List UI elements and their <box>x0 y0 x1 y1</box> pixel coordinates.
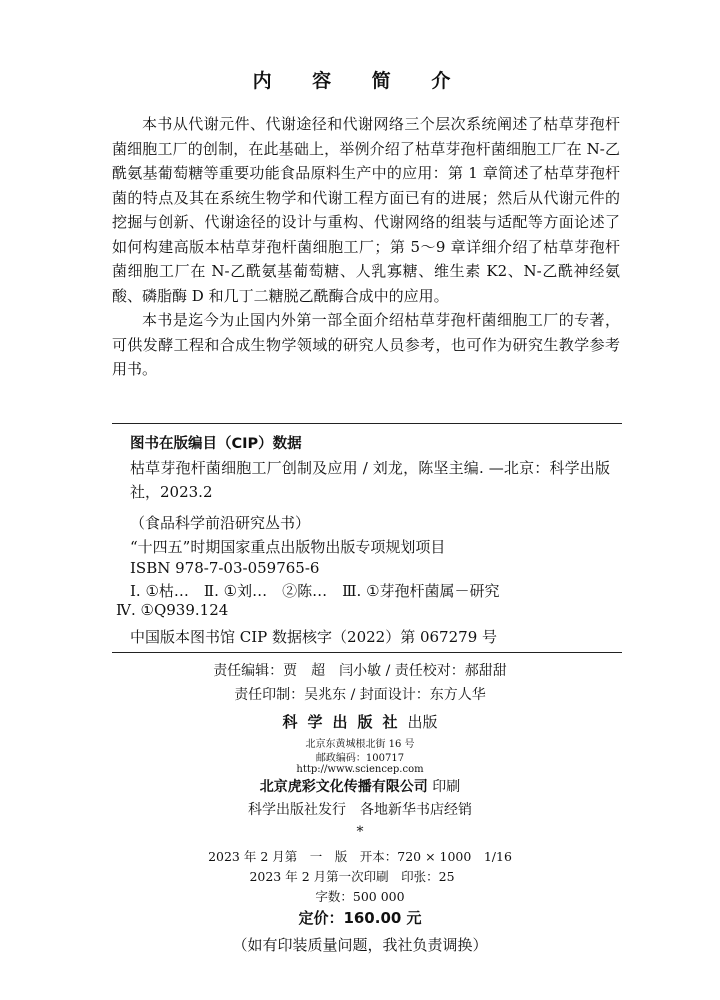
editors-line: 责任编辑：贾 超 闫小敏 / 责任校对：郝甜甜 <box>213 663 507 679</box>
publisher-logo: 科学出版社 <box>282 713 408 731</box>
cip-isbn: ISBN 978-7-03-059765-6 <box>130 559 320 577</box>
cip-project: “十四五”时期国家重点出版物出版专项规划项目 <box>130 538 446 556</box>
printer-name: 北京虎彩文化传播有限公司 <box>259 779 428 795</box>
publisher-address: 北京东黄城根北街 16 号 <box>305 739 415 750</box>
cip-bottom-divider <box>112 652 622 653</box>
printer-line <box>0 776 720 796</box>
publisher-suffix: 出版 <box>407 713 438 731</box>
printing-line: 2023 年 2 月第一次印刷 印张：25 <box>249 869 455 884</box>
cip-record: 枯草芽孢杆菌细胞工厂创制及应用 / 刘龙，陈坚主编. —北京：科学出版社，2023.2 <box>130 459 610 501</box>
publisher-website: http://www.sciencep.com <box>296 764 424 775</box>
summary-paragraph-2: 本书是迄今为止国内外第一部全面介绍枯草芽孢杆菌细胞工厂的专著，可供发酵工程和合成生物学领域的研究人员参考，也可作为研究生教学参考用书。 <box>112 311 620 378</box>
publisher-postcode: 邮政编码：100717 <box>315 753 405 764</box>
cip-classification-2: Ⅳ. ①Q939.124 <box>116 601 229 619</box>
printer-suffix: 印刷 <box>432 779 461 795</box>
word-count-line: 字数：500 000 <box>315 889 405 904</box>
cip-top-divider <box>112 423 622 424</box>
cip-classification-1: Ⅰ. ①枯… Ⅱ. ①刘… ②陈… Ⅲ. ①芽孢杆菌属－研究 <box>130 582 500 600</box>
cip-number: 中国版本图书馆 CIP 数据核字（2022）第 067279 号 <box>130 628 498 646</box>
distribution-line: 科学出版社发行 各地新华书店经销 <box>248 802 472 818</box>
edition-line: 2023 年 2 月第 一 版 开本：720 × 1000 1/16 <box>208 849 512 864</box>
cip-series: （食品科学前沿研究丛书） <box>130 514 311 532</box>
price-line: 定价：160.00 元 <box>298 909 422 927</box>
cip-heading: 图书在版编目（CIP）数据 <box>130 436 302 452</box>
separator-asterisk: * <box>356 824 364 840</box>
production-line: 责任印制：吴兆东 / 封面设计：东方人华 <box>234 687 486 703</box>
quality-notice: （如有印装质量问题，我社负责调换） <box>232 936 488 954</box>
publisher-line <box>0 711 720 732</box>
summary-title: 内 容 简 介 <box>252 70 468 92</box>
summary-body <box>112 112 620 382</box>
summary-paragraph-1: 本书从代谢元件、代谢途径和代谢网络三个层次系统阐述了枯草芽孢杆菌细胞工厂的创制，在此基础上，举例介绍了枯草芽孢杆菌细胞工厂在 N-乙酰氨基葡萄糖等重要功能食品原料生产中的应用：第 1 章简述了枯草芽孢杆菌的特点及其在系统生物学和代谢工程方面已有的进展；然后从代谢元件的挖掘与创新、代谢途径的设计与重构、代谢网络的组装与适配等方面论述了如何构建高版本枯草芽孢杆菌细胞工厂；第 5～9 章详细介绍了枯草芽孢杆菌细胞工厂在 N-乙酰氨基葡萄糖、人乳寡糖、维生素 K2、N-乙酰神经氨酸、磷脂酶 D 和几丁二糖脱乙酰酶合成中的应用。 <box>112 115 620 305</box>
